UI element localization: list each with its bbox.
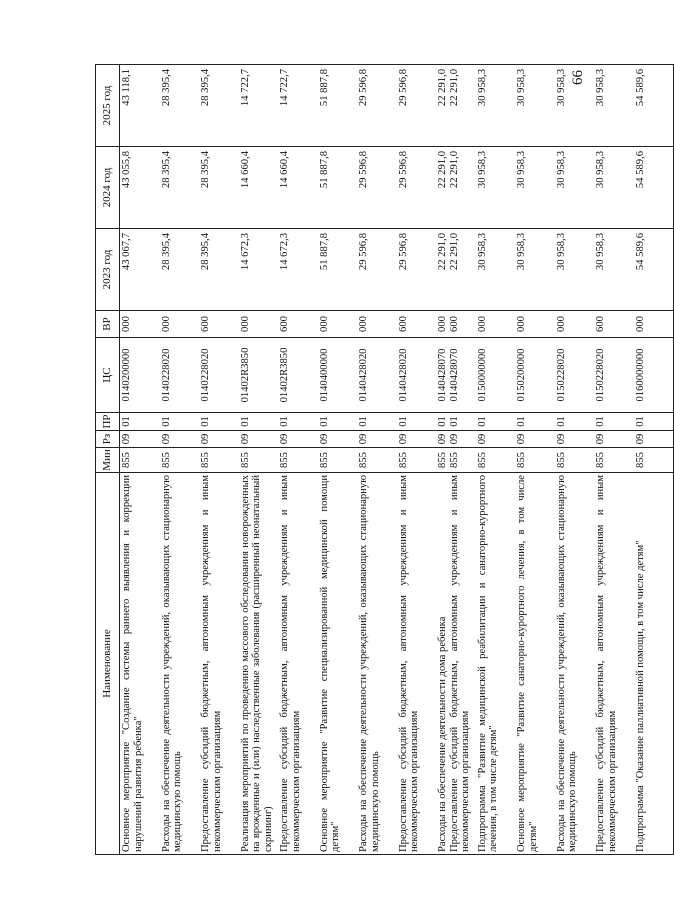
row-vr: 000 bbox=[318, 311, 358, 338]
table-row bbox=[634, 65, 674, 855]
row-2024: 54 589,6 bbox=[634, 147, 674, 229]
row-rz: 09 bbox=[515, 431, 555, 448]
col-header-2024: 2024 год bbox=[96, 147, 120, 229]
row-2025: 30 958,3 bbox=[476, 65, 516, 147]
row-2023: 14 672,3 bbox=[239, 229, 279, 311]
row-cs: 0140428070 bbox=[437, 348, 448, 402]
row-2023: 22 291,0 bbox=[448, 233, 460, 271]
row-2025: 30 958,3 bbox=[594, 65, 634, 147]
row-2023: 51 887,8 bbox=[318, 229, 358, 311]
row-2023: 30 958,3 bbox=[594, 229, 634, 311]
row-2025: 28 395,4 bbox=[160, 65, 200, 147]
row-min: 855 bbox=[594, 448, 634, 473]
row-min: 855 bbox=[160, 448, 200, 473]
row-2024: 30 958,3 bbox=[555, 147, 595, 229]
row-2023: 14 672,3 bbox=[278, 229, 318, 311]
row-2023: 29 596,8 bbox=[397, 229, 437, 311]
row-min: 855 bbox=[278, 448, 318, 473]
row-rz: 09 bbox=[318, 431, 358, 448]
col-header-pr: ПР bbox=[96, 413, 120, 431]
row-rz: 09 bbox=[357, 431, 397, 448]
table-row bbox=[160, 65, 200, 855]
row-vr: 000 bbox=[555, 311, 595, 338]
row-name: Предоставление субсидий бюджетным, автономным учреждениям и иным некоммерческим организациям bbox=[448, 475, 472, 852]
row-min: 855 bbox=[120, 448, 160, 473]
row-rz: 09 bbox=[476, 431, 516, 448]
row-pr: 01 bbox=[199, 413, 239, 431]
row-cs: 0150000000 bbox=[476, 338, 516, 413]
row-vr: 000 bbox=[634, 311, 674, 338]
row-pr: 01 bbox=[634, 413, 674, 431]
row-pr: 01 bbox=[448, 416, 460, 427]
row-pr: 01 bbox=[357, 413, 397, 431]
row-name: Основное мероприятие "Развитие специализированной медицинской помощи детям" bbox=[318, 473, 358, 855]
row-pr: 01 bbox=[160, 413, 200, 431]
row-2024: 28 395,4 bbox=[199, 147, 239, 229]
row-2025: 30 958,3 bbox=[515, 65, 555, 147]
row-name: Подпрограмма "Оказание паллиативной помощи, в том числе детям" bbox=[634, 473, 674, 855]
row-cs: 0140228020 bbox=[199, 338, 239, 413]
row-2023: 30 958,3 bbox=[555, 229, 595, 311]
row-2025: 54 589,6 bbox=[634, 65, 674, 147]
row-pr: 01 bbox=[555, 413, 595, 431]
row-2025: 14 722,7 bbox=[239, 65, 279, 147]
row-2023: 30 958,3 bbox=[515, 229, 555, 311]
row-pr: 01 bbox=[594, 413, 634, 431]
table-row bbox=[515, 65, 555, 855]
row-vr: 600 bbox=[397, 311, 437, 338]
row-name: Расходы на обеспечение деятельности учреждений, оказывающих стационарную медицинскую помощь bbox=[555, 473, 595, 855]
col-header-2023: 2023 год bbox=[96, 229, 120, 311]
col-header-min: Мин bbox=[96, 448, 120, 473]
row-2023: 54 589,6 bbox=[634, 229, 674, 311]
row-2024: 30 958,3 bbox=[476, 147, 516, 229]
row-2025: 29 596,8 bbox=[397, 65, 437, 147]
table-row bbox=[555, 65, 595, 855]
row-min: 855 bbox=[437, 452, 448, 468]
row-cs: 0140428020 bbox=[397, 338, 437, 413]
budget-table-container bbox=[95, 65, 646, 855]
table-row bbox=[120, 65, 160, 855]
row-2025: 22 291,0 bbox=[437, 69, 448, 107]
col-header-name: Наименование bbox=[96, 473, 120, 855]
row-cs: 0140200000 bbox=[120, 338, 160, 413]
budget-table bbox=[95, 64, 674, 855]
row-2023: 22 291,0 bbox=[437, 233, 448, 271]
row-name: Основное мероприятие "Развитие санаторно-курортного лечения, в том числе детям" bbox=[515, 473, 555, 855]
row-vr: 000 bbox=[120, 311, 160, 338]
row-pr: 01 bbox=[120, 413, 160, 431]
col-header-cs: ЦС bbox=[96, 338, 120, 413]
row-pr: 01 bbox=[397, 413, 437, 431]
row-pr: 01 bbox=[239, 413, 279, 431]
row-pr: 01 bbox=[318, 413, 358, 431]
row-rz: 09 bbox=[160, 431, 200, 448]
row-min: 855 bbox=[515, 448, 555, 473]
row-vr: 600 bbox=[278, 311, 318, 338]
row-rz: 09 bbox=[634, 431, 674, 448]
table-row bbox=[594, 65, 634, 855]
row-min: 855 bbox=[448, 452, 460, 468]
row-pr: 01 bbox=[278, 413, 318, 431]
row-2024: 30 958,3 bbox=[594, 147, 634, 229]
row-name: Расходы на обеспечение деятельности дома ребенка bbox=[437, 616, 448, 852]
row-rz: 09 bbox=[397, 431, 437, 448]
row-vr: 000 bbox=[160, 311, 200, 338]
row-cs: 0140228020 bbox=[160, 338, 200, 413]
row-min: 855 bbox=[397, 448, 437, 473]
row-rz: 09 bbox=[448, 433, 460, 445]
row-cs: 01402R3850 bbox=[239, 338, 279, 413]
row-name: Основное мероприятие "Создание системы раннего выявления и коррекции нарушений развития ребенка" bbox=[120, 473, 160, 855]
row-2025: 14 722,7 bbox=[278, 65, 318, 147]
row-cs: 01402R3850 bbox=[278, 338, 318, 413]
row-2024: 29 596,8 bbox=[357, 147, 397, 229]
row-vr: 600 bbox=[594, 311, 634, 338]
row-2025: 22 291,0 bbox=[448, 69, 460, 107]
table-header-row bbox=[96, 65, 120, 855]
row-2025: 28 395,4 bbox=[199, 65, 239, 147]
row-2025: 30 958,3 bbox=[555, 65, 595, 147]
table-row bbox=[318, 65, 358, 855]
row-2025: 43 118,1 bbox=[120, 65, 160, 147]
row-2024: 28 395,4 bbox=[160, 147, 200, 229]
col-header-rz: Рз bbox=[96, 431, 120, 448]
row-2024: 22 291,0 bbox=[448, 151, 460, 189]
row-min: 855 bbox=[199, 448, 239, 473]
row-2024: 43 055,8 bbox=[120, 147, 160, 229]
row-pr: 01 bbox=[476, 413, 516, 431]
row-vr: 600 bbox=[199, 311, 239, 338]
row-min: 855 bbox=[634, 448, 674, 473]
row-cs: 0140428020 bbox=[357, 338, 397, 413]
row-2024: 22 291,0 bbox=[437, 151, 448, 189]
row-vr: 000 bbox=[476, 311, 516, 338]
row-2024: 14 660,4 bbox=[278, 147, 318, 229]
table-row bbox=[278, 65, 318, 855]
row-vr: 000 bbox=[515, 311, 555, 338]
row-rz: 09 bbox=[199, 431, 239, 448]
row-min: 855 bbox=[555, 448, 595, 473]
row-name: Расходы на обеспечение деятельности учреждений, оказывающих стационарную медицинскую помощь bbox=[160, 473, 200, 855]
row-min: 855 bbox=[476, 448, 516, 473]
row-pr: 01 bbox=[437, 416, 448, 427]
row-2024: 14 660,4 bbox=[239, 147, 279, 229]
table-row bbox=[397, 65, 437, 855]
row-2023: 29 596,8 bbox=[357, 229, 397, 311]
row-name: Предоставление субсидий бюджетным, автономным учреждениям и иным некоммерческим организациям bbox=[594, 473, 634, 855]
row-vr: 000 bbox=[239, 311, 279, 338]
row-name: Подпрограмма "Развитие медицинской реабилитации и санаторно-курортного лечения, в том числе детям" bbox=[476, 473, 516, 855]
row-pr: 01 bbox=[515, 413, 555, 431]
row-name: Предоставление субсидий бюджетным, автономным учреждениям и иным некоммерческим организациям bbox=[397, 473, 437, 855]
row-2025: 51 887,8 bbox=[318, 65, 358, 147]
table-row bbox=[239, 65, 279, 855]
row-cs: 0150228020 bbox=[594, 338, 634, 413]
row-2023: 28 395,4 bbox=[160, 229, 200, 311]
row-2024: 29 596,8 bbox=[397, 147, 437, 229]
row-name: Расходы на обеспечение деятельности учреждений, оказывающих стационарную медицинскую помощь bbox=[357, 473, 397, 855]
row-rz: 09 bbox=[594, 431, 634, 448]
row-vr: 000 bbox=[437, 316, 448, 332]
row-2023: 30 958,3 bbox=[476, 229, 516, 311]
row-cs: 0140428070 bbox=[448, 348, 460, 402]
row-rz: 09 bbox=[239, 431, 279, 448]
row-name: Предоставление субсидий бюджетным, автономным учреждениям и иным некоммерческим организациям bbox=[278, 473, 318, 855]
table-row bbox=[476, 65, 516, 855]
table-row bbox=[357, 65, 397, 855]
row-cs: 0160000000 bbox=[634, 338, 674, 413]
row-name: Реализация мероприятий по проведению массового обследования новорожденных на врожденные и (или) наследственные заболевания (расширенный неонатальный скрининг) bbox=[239, 473, 279, 855]
row-cs: 0140400000 bbox=[318, 338, 358, 413]
row-2025: 29 596,8 bbox=[357, 65, 397, 147]
row-name: Предоставление субсидий бюджетным, автономным учреждениям и иным некоммерческим организациям bbox=[199, 473, 239, 855]
row-rz: 09 bbox=[437, 433, 448, 445]
row-min: 855 bbox=[239, 448, 279, 473]
row-rz: 09 bbox=[555, 431, 595, 448]
row-2023: 43 067,7 bbox=[120, 229, 160, 311]
row-2024: 30 958,3 bbox=[515, 147, 555, 229]
row-cs: 0150200000 bbox=[515, 338, 555, 413]
row-cs: 0150228020 bbox=[555, 338, 595, 413]
row-min: 855 bbox=[357, 448, 397, 473]
page-number: 66 bbox=[570, 70, 586, 85]
row-2024: 51 887,8 bbox=[318, 147, 358, 229]
row-min: 855 bbox=[318, 448, 358, 473]
row-rz: 09 bbox=[278, 431, 318, 448]
col-header-2025: 2025 год bbox=[96, 65, 120, 147]
col-header-vr: ВР bbox=[96, 311, 120, 338]
table-row bbox=[199, 65, 239, 855]
row-2023: 28 395,4 bbox=[199, 229, 239, 311]
row-rz: 09 bbox=[120, 431, 160, 448]
table-row bbox=[436, 65, 476, 855]
row-vr: 600 bbox=[448, 316, 460, 332]
row-vr: 000 bbox=[357, 311, 397, 338]
